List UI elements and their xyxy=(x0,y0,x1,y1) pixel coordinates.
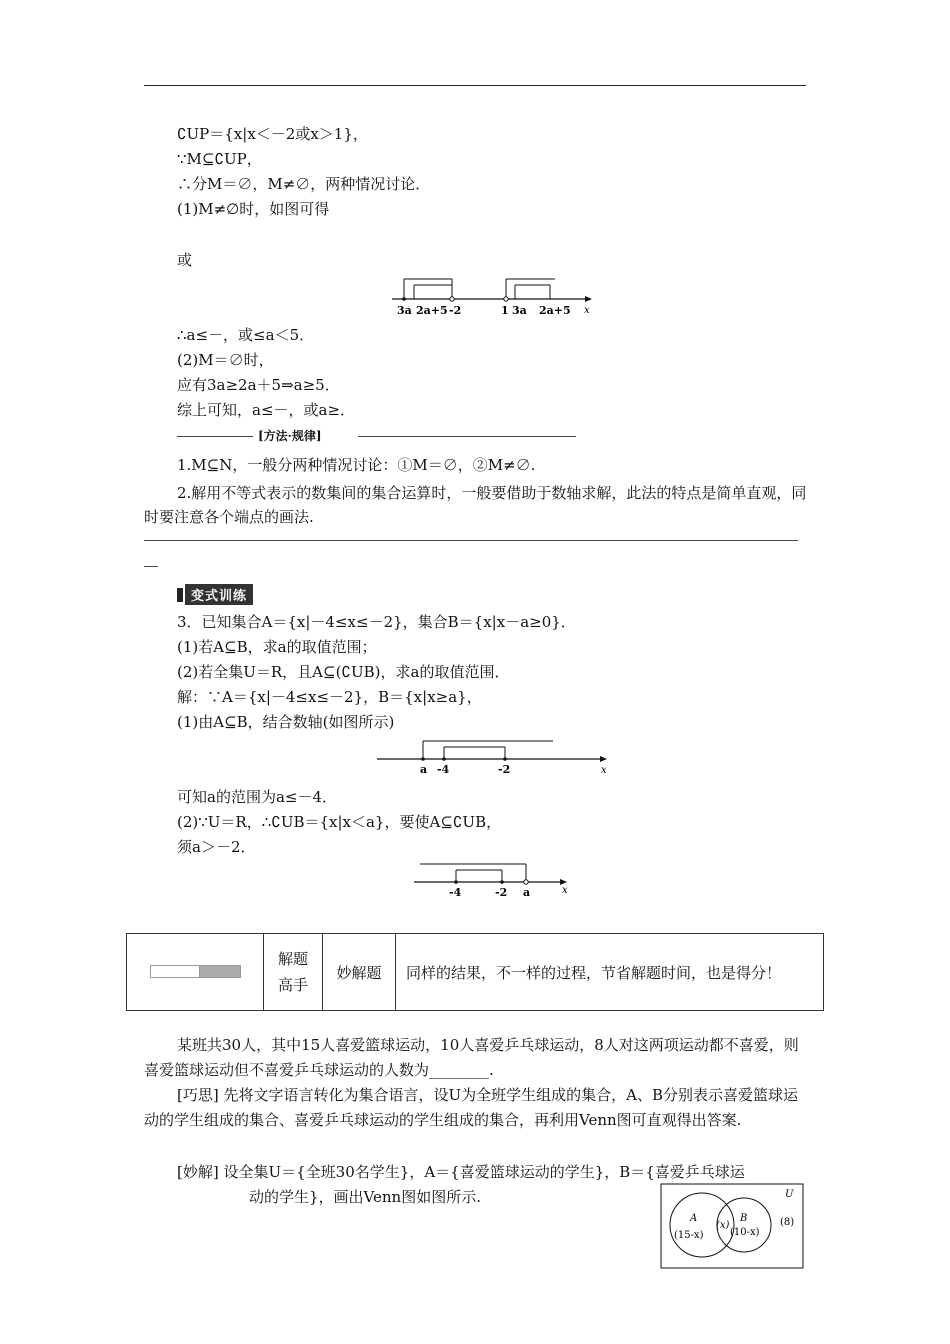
venn-diagram xyxy=(660,1183,808,1271)
venn-a-label: A xyxy=(690,1213,698,1224)
solution-line-5: 须a＞－2． xyxy=(177,838,256,856)
variant-part-1: (1)若A⊆B，求a的取值范围； xyxy=(177,638,377,656)
miaojie-line-2: 动的学生}，画出Venn图如图所示. xyxy=(249,1188,481,1206)
divider-dashes-tail xyxy=(144,566,158,567)
proof-line-9: 综上可知，a≤－，或a≥． xyxy=(177,401,356,419)
tip-decoration-cell xyxy=(127,934,264,1011)
tip-box xyxy=(126,933,824,1011)
variant-question: 3．已知集合A＝{x|－4≤x≤－2}，集合B＝{x|x－a≥0}． xyxy=(177,613,576,631)
solution-line-2: (1)由A⊆B，结合数轴(如图所示) xyxy=(177,713,395,731)
problem-text: 某班共30人，其中15人喜爱篮球运动，10人喜爱乒乓球运动，8人对这两项运动都不喜爱，则喜爱篮球运动但不喜爱乒乓球运动的人数为________. xyxy=(144,1036,799,1079)
tip-subtitle: 妙解题 xyxy=(323,934,396,1011)
miaojie-line-1 xyxy=(177,1162,807,1182)
qiaosi-text: 先将文字语言转化为集合语言，设U为全班学生组成的集合，A、B分别表示喜爱篮球运动的学生组成的集合、喜爱乒乓球运动的学生组成的集合，再利用Venn图可直观得出答案. xyxy=(144,1086,799,1129)
variant-badge xyxy=(177,584,253,605)
fig1-label-6: 2a+5 xyxy=(539,304,571,317)
miaojie-text-1: 设全集U＝{全班30名学生}，A＝{喜爱篮球运动的学生}，B＝{喜爱乒乓球运 xyxy=(223,1163,745,1181)
tip-slogan: 同样的结果，不一样的过程，节省解题时间，也是得分！ xyxy=(396,934,824,1011)
proof-line-4: (1)M≠∅时，如图可得 xyxy=(177,200,330,218)
fig2-axis-x: x xyxy=(601,765,607,775)
top-rule xyxy=(144,85,806,86)
proof-line-7: (2)M＝∅时， xyxy=(177,351,274,369)
venn-u-label: U xyxy=(785,1189,794,1200)
fig3-label-neg2: -2 xyxy=(495,886,508,899)
venn-u-count: (8) xyxy=(780,1217,795,1228)
solution-line-3: 可知a的范围为a≤－4． xyxy=(177,788,337,806)
number-line-figure-1 xyxy=(390,272,600,318)
method-dash-left xyxy=(177,436,253,437)
qiaosi-label: [巧思] xyxy=(177,1086,219,1104)
proof-line-6: ∴a≤－，或≤a＜5． xyxy=(177,326,315,344)
tip-decoration xyxy=(150,965,241,978)
fig1-label-5: 3a xyxy=(512,304,527,317)
fig2-label-neg4: -4 xyxy=(437,763,450,775)
fig3-axis-x: x xyxy=(562,885,568,896)
miaojie-label: [妙解] xyxy=(177,1163,219,1181)
method-point-2: 2.解用不等式表示的数集间的集合运算时，一般要借助于数轴求解，此法的特点是简单直观，同时要注意各个端点的画法. xyxy=(144,484,807,526)
fig3-label-neg4: -4 xyxy=(449,886,462,899)
qiaosi-paragraph xyxy=(144,1083,808,1133)
fig3-label-a: a xyxy=(523,886,531,899)
fig1-axis-x: x xyxy=(584,305,590,316)
venn-b-label: B xyxy=(740,1213,748,1224)
number-line-figure-3 xyxy=(412,858,582,900)
fig1-label-2: 2a+5 xyxy=(416,304,448,317)
fig2-label-a: a xyxy=(420,763,428,775)
number-line-figure-2 xyxy=(375,733,615,775)
tip-title-cell xyxy=(264,934,323,1011)
venn-a-count: (15-x) xyxy=(674,1230,704,1241)
solution-line-1: 解：∵A＝{x|－4≤x≤－2}，B＝{x|x≥a}， xyxy=(177,688,482,706)
fig1-label-1: 3a xyxy=(397,304,412,317)
variant-part-2: (2)若全集U＝R，且A⊆(∁UB)，求a的取值范围． xyxy=(177,663,510,681)
venn-intersection: (x) xyxy=(716,1220,730,1231)
venn-b-count: (10-x) xyxy=(730,1227,760,1238)
proof-line-8: 应有3a≥2a＋5⇒a≥5． xyxy=(177,376,340,394)
badge-label: 变式训练 xyxy=(185,584,253,605)
divider-dashes xyxy=(144,540,798,541)
method-point-1: 1.M⊆N，一般分两种情况讨论：①M＝∅，②M≠∅. xyxy=(177,456,536,474)
proof-line-2: ∵M⊆∁UP， xyxy=(177,150,262,168)
method-header: [方法·规律] xyxy=(258,429,322,443)
proof-line-3: ∴分M＝∅，M≠∅，两种情况讨论． xyxy=(177,175,431,193)
proof-line-1: ∁UP＝{x|x＜－2或x＞1}， xyxy=(177,125,368,143)
fig1-label-3: -2 xyxy=(449,304,462,317)
proof-line-5: 或 xyxy=(177,251,193,269)
tip-title-1: 解题 xyxy=(277,950,308,968)
fig1-label-4: 1 xyxy=(501,304,509,317)
method-dash-right xyxy=(358,436,576,437)
solution-line-4: (2)∵U＝R，∴∁UB＝{x|x＜a}，要使A⊆∁UB， xyxy=(177,813,502,831)
badge-bar xyxy=(177,588,183,602)
tip-title-2: 高手 xyxy=(277,976,308,994)
fig2-label-neg2: -2 xyxy=(498,763,511,775)
